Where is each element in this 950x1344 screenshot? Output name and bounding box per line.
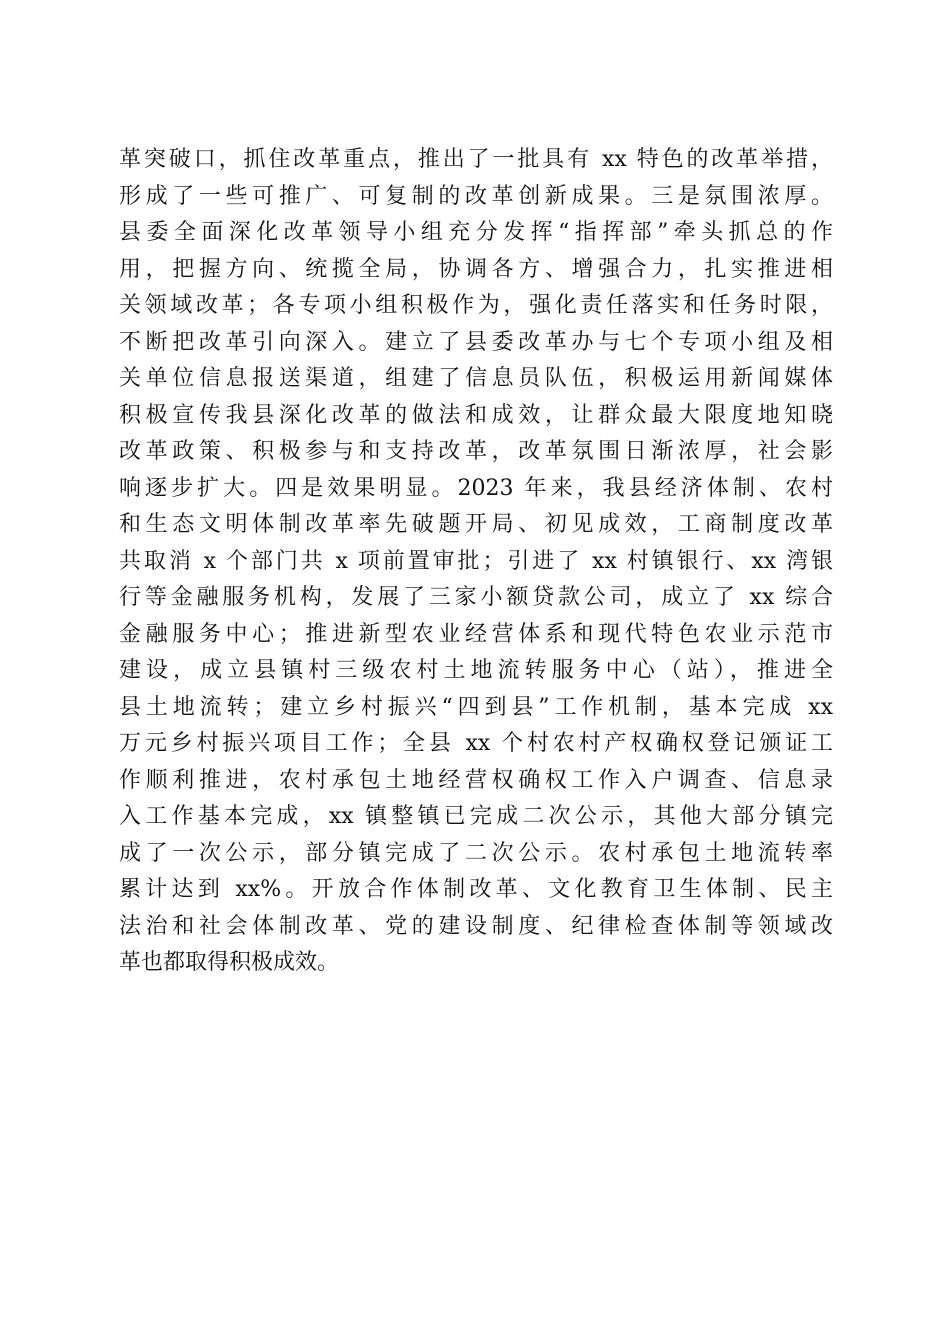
text-line: 成了一次公示，部分镇完成了二次公示。农村承包土地流转率 [119, 840, 833, 866]
text-line: 改革政策、积极参与和支持改革，改革氛围日渐浓厚，社会影 [119, 439, 833, 464]
text-line: 行等金融服务机构，发展了三家小额贷款公司，成立了 xx 综合 [119, 585, 833, 610]
text-line: 法治和社会体制改革、党的建设制度、纪律检查体制等领域改 [119, 913, 833, 939]
text-line: 累计达到 xx%。开放合作体制改革、文化教育卫生体制、民主 [119, 877, 833, 902]
text-line: 关领域改革；各专项小组积极作为，强化责任落实和任务时限， [119, 293, 833, 318]
text-line: 共取消 x 个部门共 x 项前置审批；引进了 xx 村镇银行、xx 湾银 [119, 548, 833, 574]
text-line: 用，把握方向、统揽全局，协调各方、增强合力，扎实推进相 [119, 256, 833, 282]
text-line: 万元乡村振兴项目工作；全县 xx 个村农村产权确权登记颁证工 [119, 731, 833, 756]
text-line: 响逐步扩大。四是效果明显。2023 年来，我县经济体制、农村 [119, 475, 833, 501]
body-paragraph [119, 142, 833, 982]
text-line: 关单位信息报送渠道，组建了信息员队伍，积极运用新闻媒体 [119, 366, 833, 391]
text-line: 作顺利推进，农村承包土地经营权确权工作入户调查、信息录 [119, 767, 833, 793]
text-line: 形成了一些可推广、可复制的改革创新成果。三是氛围浓厚。 [119, 183, 833, 209]
text-line: 入工作基本完成，xx 镇整镇已完成二次公示，其他大部分镇完 [119, 804, 833, 829]
text-line: 革也都取得积极成效。 [119, 950, 340, 975]
text-line: 建设，成立县镇村三级农村土地流转服务中心（站），推进全 [119, 658, 833, 683]
text-line: 县委全面深化改革领导小组充分发挥“指挥部”牵头抓总的作 [119, 220, 833, 245]
text-line: 不断把改革引向深入。建立了县委改革办与七个专项小组及相 [119, 329, 833, 355]
text-line: 和生态文明体制改革率先破题开局、初见成效，工商制度改革 [119, 512, 833, 537]
text-line: 革突破口，抓住改革重点，推出了一批具有 xx 特色的改革举措， [119, 147, 833, 172]
text-line: 金融服务中心；推进新型农业经营体系和现代特色农业示范市 [119, 621, 833, 647]
text-line: 积极宣传我县深化改革的做法和成效，让群众最大限度地知晓 [119, 402, 833, 428]
text-line: 县土地流转；建立乡村振兴“四到县”工作机制，基本完成 xx [119, 694, 833, 720]
